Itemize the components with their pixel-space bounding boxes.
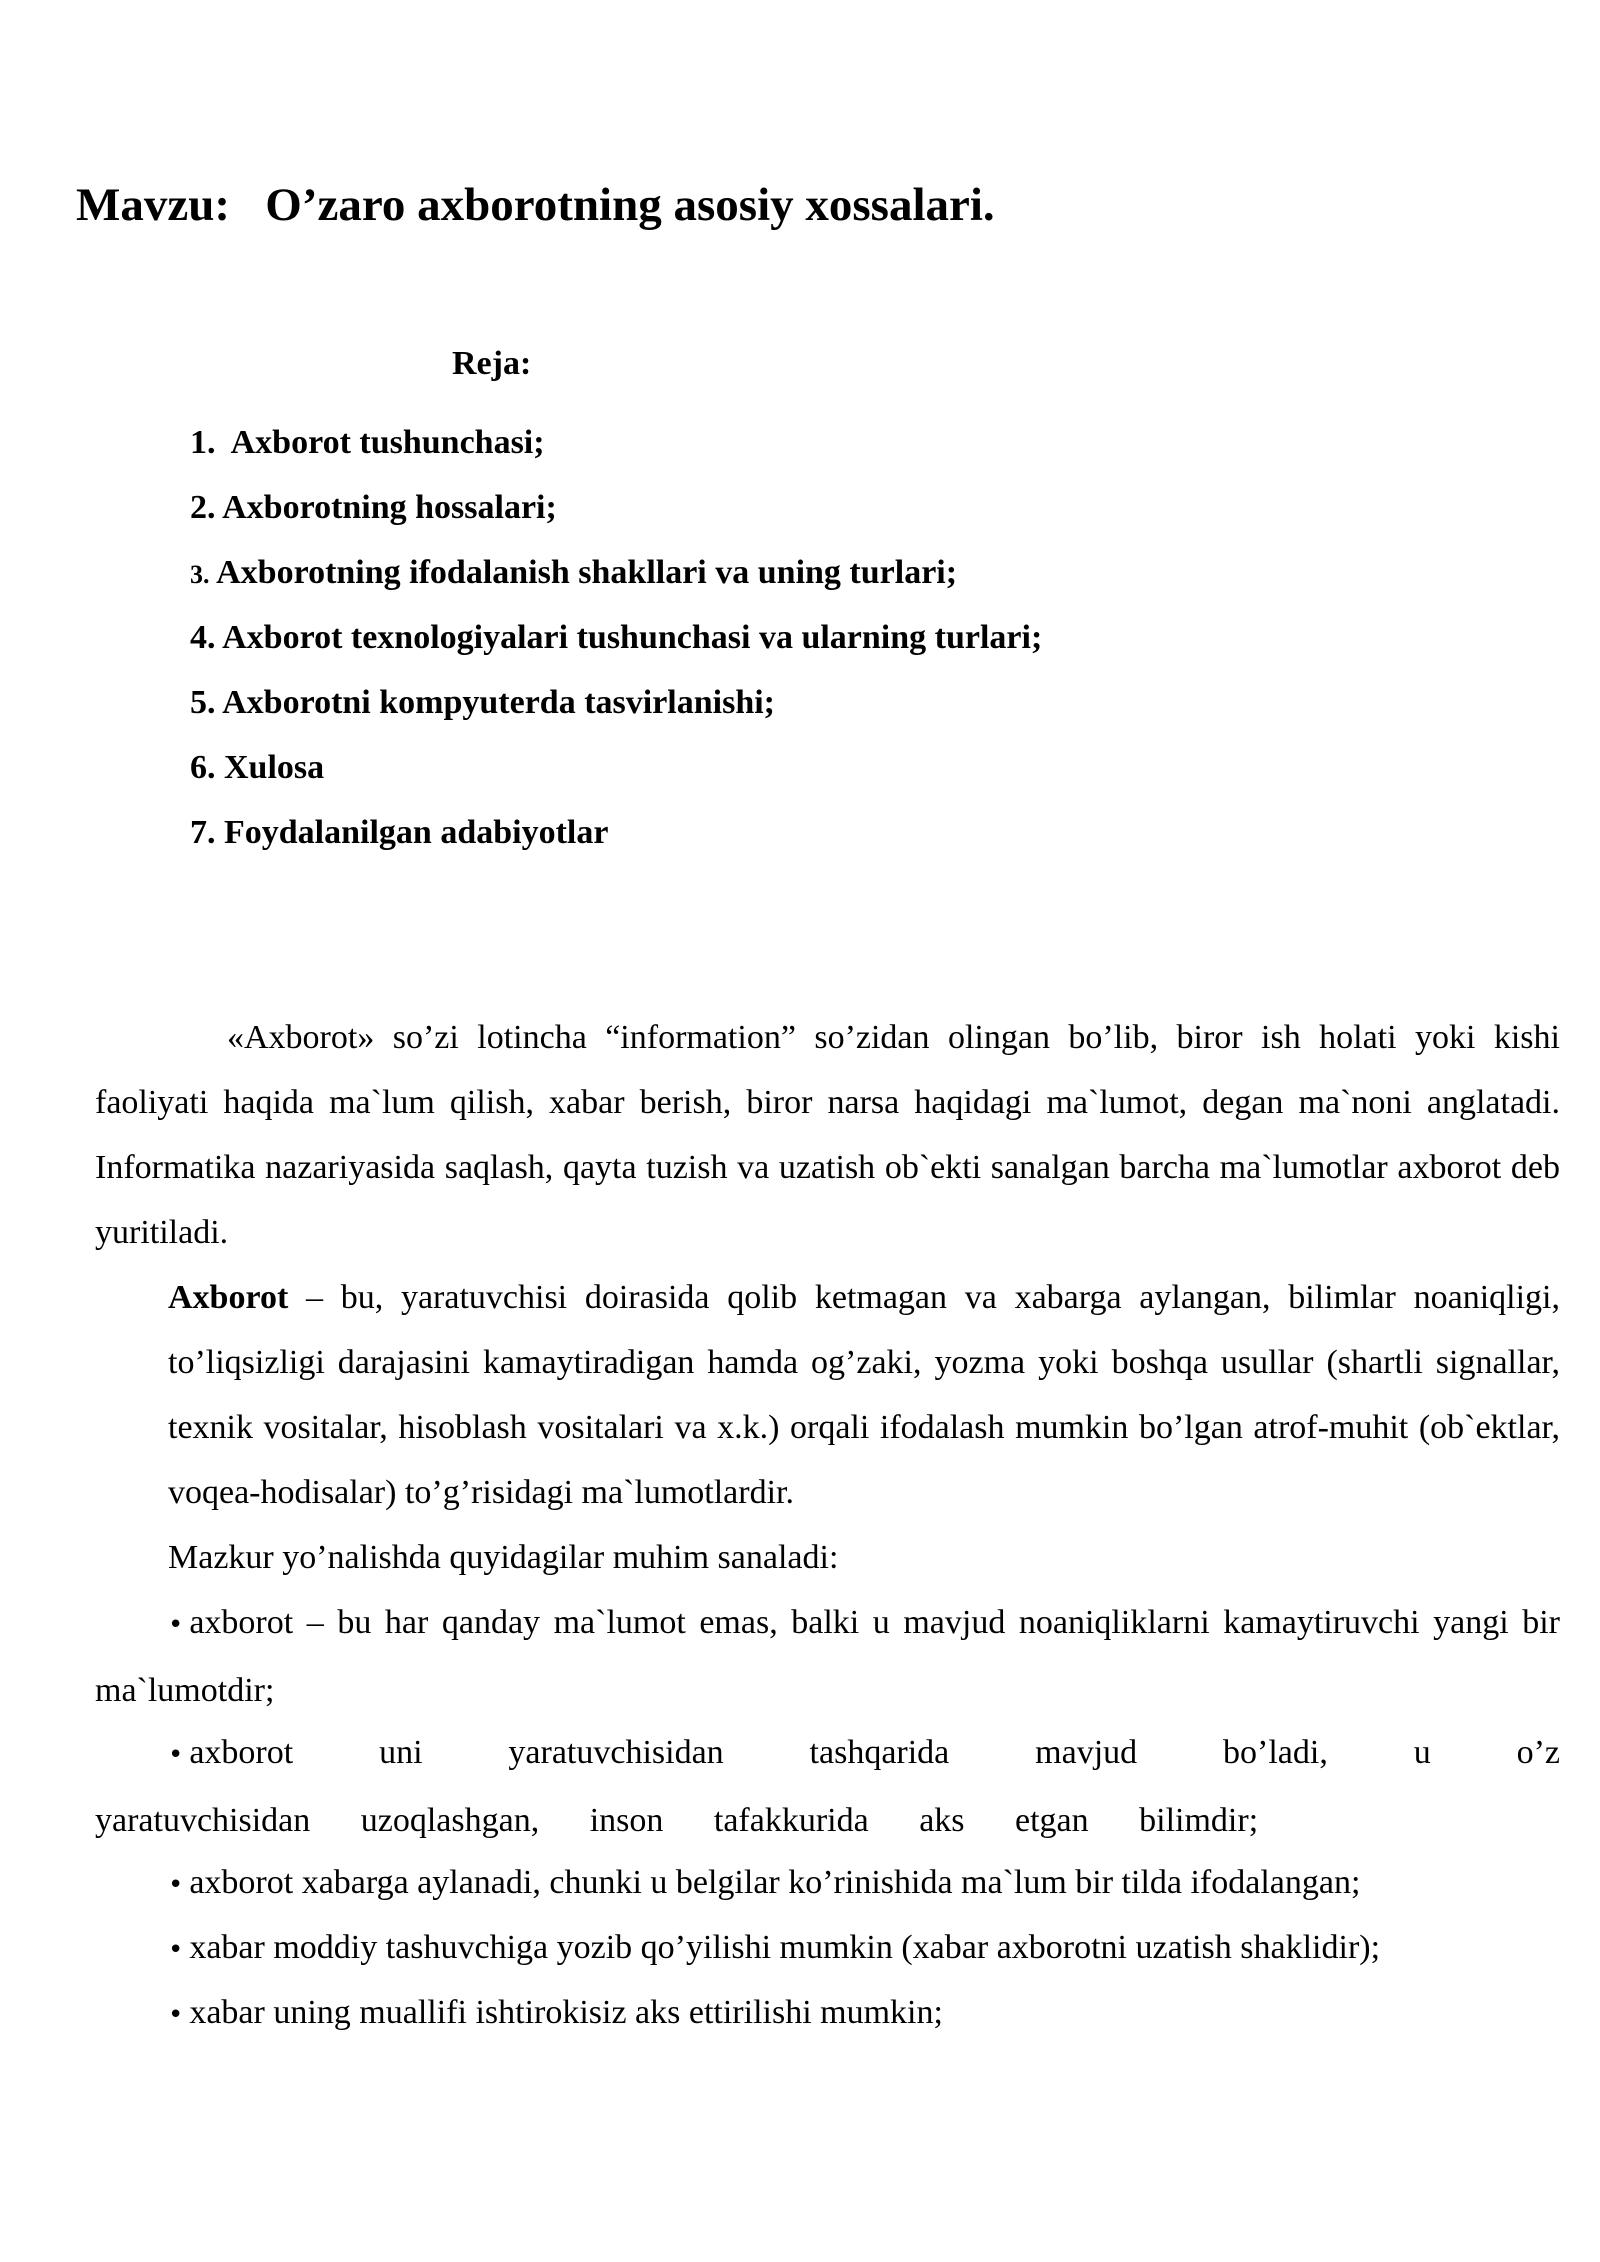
plan-item-number: 1. (190, 424, 216, 461)
plan-item-text: Xulosa (224, 749, 325, 786)
plan-item (190, 743, 1042, 808)
bullet-item (168, 1850, 1560, 1918)
bullet-text: axborot – bu har qanday ma`lumot emas, balki u mavjud noaniqliklarni kamaytiruvchi yangi bir ma`lumotdir; (95, 1604, 1560, 1709)
definition-paragraph (168, 1265, 1560, 1525)
plan-item-text: Foydalanilgan adabiyotlar (224, 814, 609, 851)
bullet-item (168, 1915, 1560, 1983)
bullet-icon: • (168, 1935, 184, 1965)
lead-paragraph: Mazkur yo’nalishda quyidagilar muhim sanaladi: (168, 1539, 839, 1576)
plan-item-number: 7. (190, 814, 216, 851)
plan-item-number: 2. (190, 489, 216, 526)
bullet-text: xabar uning muallifi ishtirokisiz aks ettirilishi mumkin; (189, 1994, 943, 2031)
plan-item-number: 3. (190, 560, 210, 589)
bullet-text: axborot xabarga aylanadi, chunki u belgilar ko’rinishida ma`lum bir tilda ifodalangan; (189, 1864, 1361, 1901)
bullet-item (95, 1720, 1560, 1853)
bullet-item (168, 1980, 1560, 2048)
bullet-icon: • (168, 1740, 184, 1770)
plan-item-number: 4. (190, 619, 216, 656)
plan-item-text: Axborotning hossalari; (222, 489, 557, 526)
plan-item (190, 808, 1042, 873)
plan-item (190, 548, 1042, 613)
bullet-icon: • (168, 2000, 184, 2030)
plan-item-text: Axborot texnologiyalari tushunchasi va ularning turlari; (222, 619, 1043, 656)
plan-item (190, 678, 1042, 743)
bullet-icon: • (168, 1610, 184, 1640)
plan-item-text: Axborot tushunchasi; (224, 424, 545, 461)
bullet-text: xabar moddiy tashuvchiga yozib qo’yilishi mumkin (xabar axborotni uzatish shaklidir); (189, 1929, 1381, 1966)
plan-item-text: Axborotning ifodalanish shakllari va uning turlari; (216, 554, 958, 591)
plan-list (190, 418, 1042, 873)
bullet-item (95, 1590, 1560, 1723)
definition-text: – bu, yaratuvchisi doirasida qolib ketmagan va xabarga aylangan, bilimlar noaniqligi, to’liqsizligi darajasini kamaytiradigan hamda og’zaki, yozma yoki boshqa usullar (shartli signallar, texnik vositalar, hisoblash vositalari va x.k.) orqali ifodalash mumkin bo’lgan atrof-muhit (ob`ektlar, voqea-hodisalar) to’g’risidagi ma`lumotlardir. (168, 1279, 1560, 1511)
plan-heading: Reja: (452, 345, 532, 382)
bullet-text: axborot uni yaratuvchisidan tashqarida mavjud bo’ladi, u o’z yaratuvchisidan uzoqlashgan, inson tafakkurida aks etgan bilimdir; (95, 1734, 1560, 1839)
bullet-icon: • (168, 1870, 184, 1900)
definition-term: Axborot (168, 1279, 289, 1316)
plan-item (190, 613, 1042, 678)
plan-item-text: Axborotni kompyuterda tasvirlanishi; (222, 684, 776, 721)
plan-item-number: 6. (190, 749, 216, 786)
document-title: Mavzu: O’zaro axborotning asosiy xossalari. (76, 179, 995, 231)
intro-paragraph: «Axborot» so’zi lotincha “information” so’zidan olingan bo’lib, biror ish holati yoki kishi faoliyati haqida ma`lum qilish, xabar berish, biror narsa haqidagi ma`lumot, degan ma`noni anglatadi. Informatika nazariyasida saqlash, qayta tuzish va uzatish ob`ekti sanalgan barcha ma`lumotlar axborot deb yuritiladi. (95, 1019, 1560, 1251)
plan-item (190, 418, 1042, 483)
plan-item (190, 483, 1042, 548)
plan-item-number: 5. (190, 684, 216, 721)
